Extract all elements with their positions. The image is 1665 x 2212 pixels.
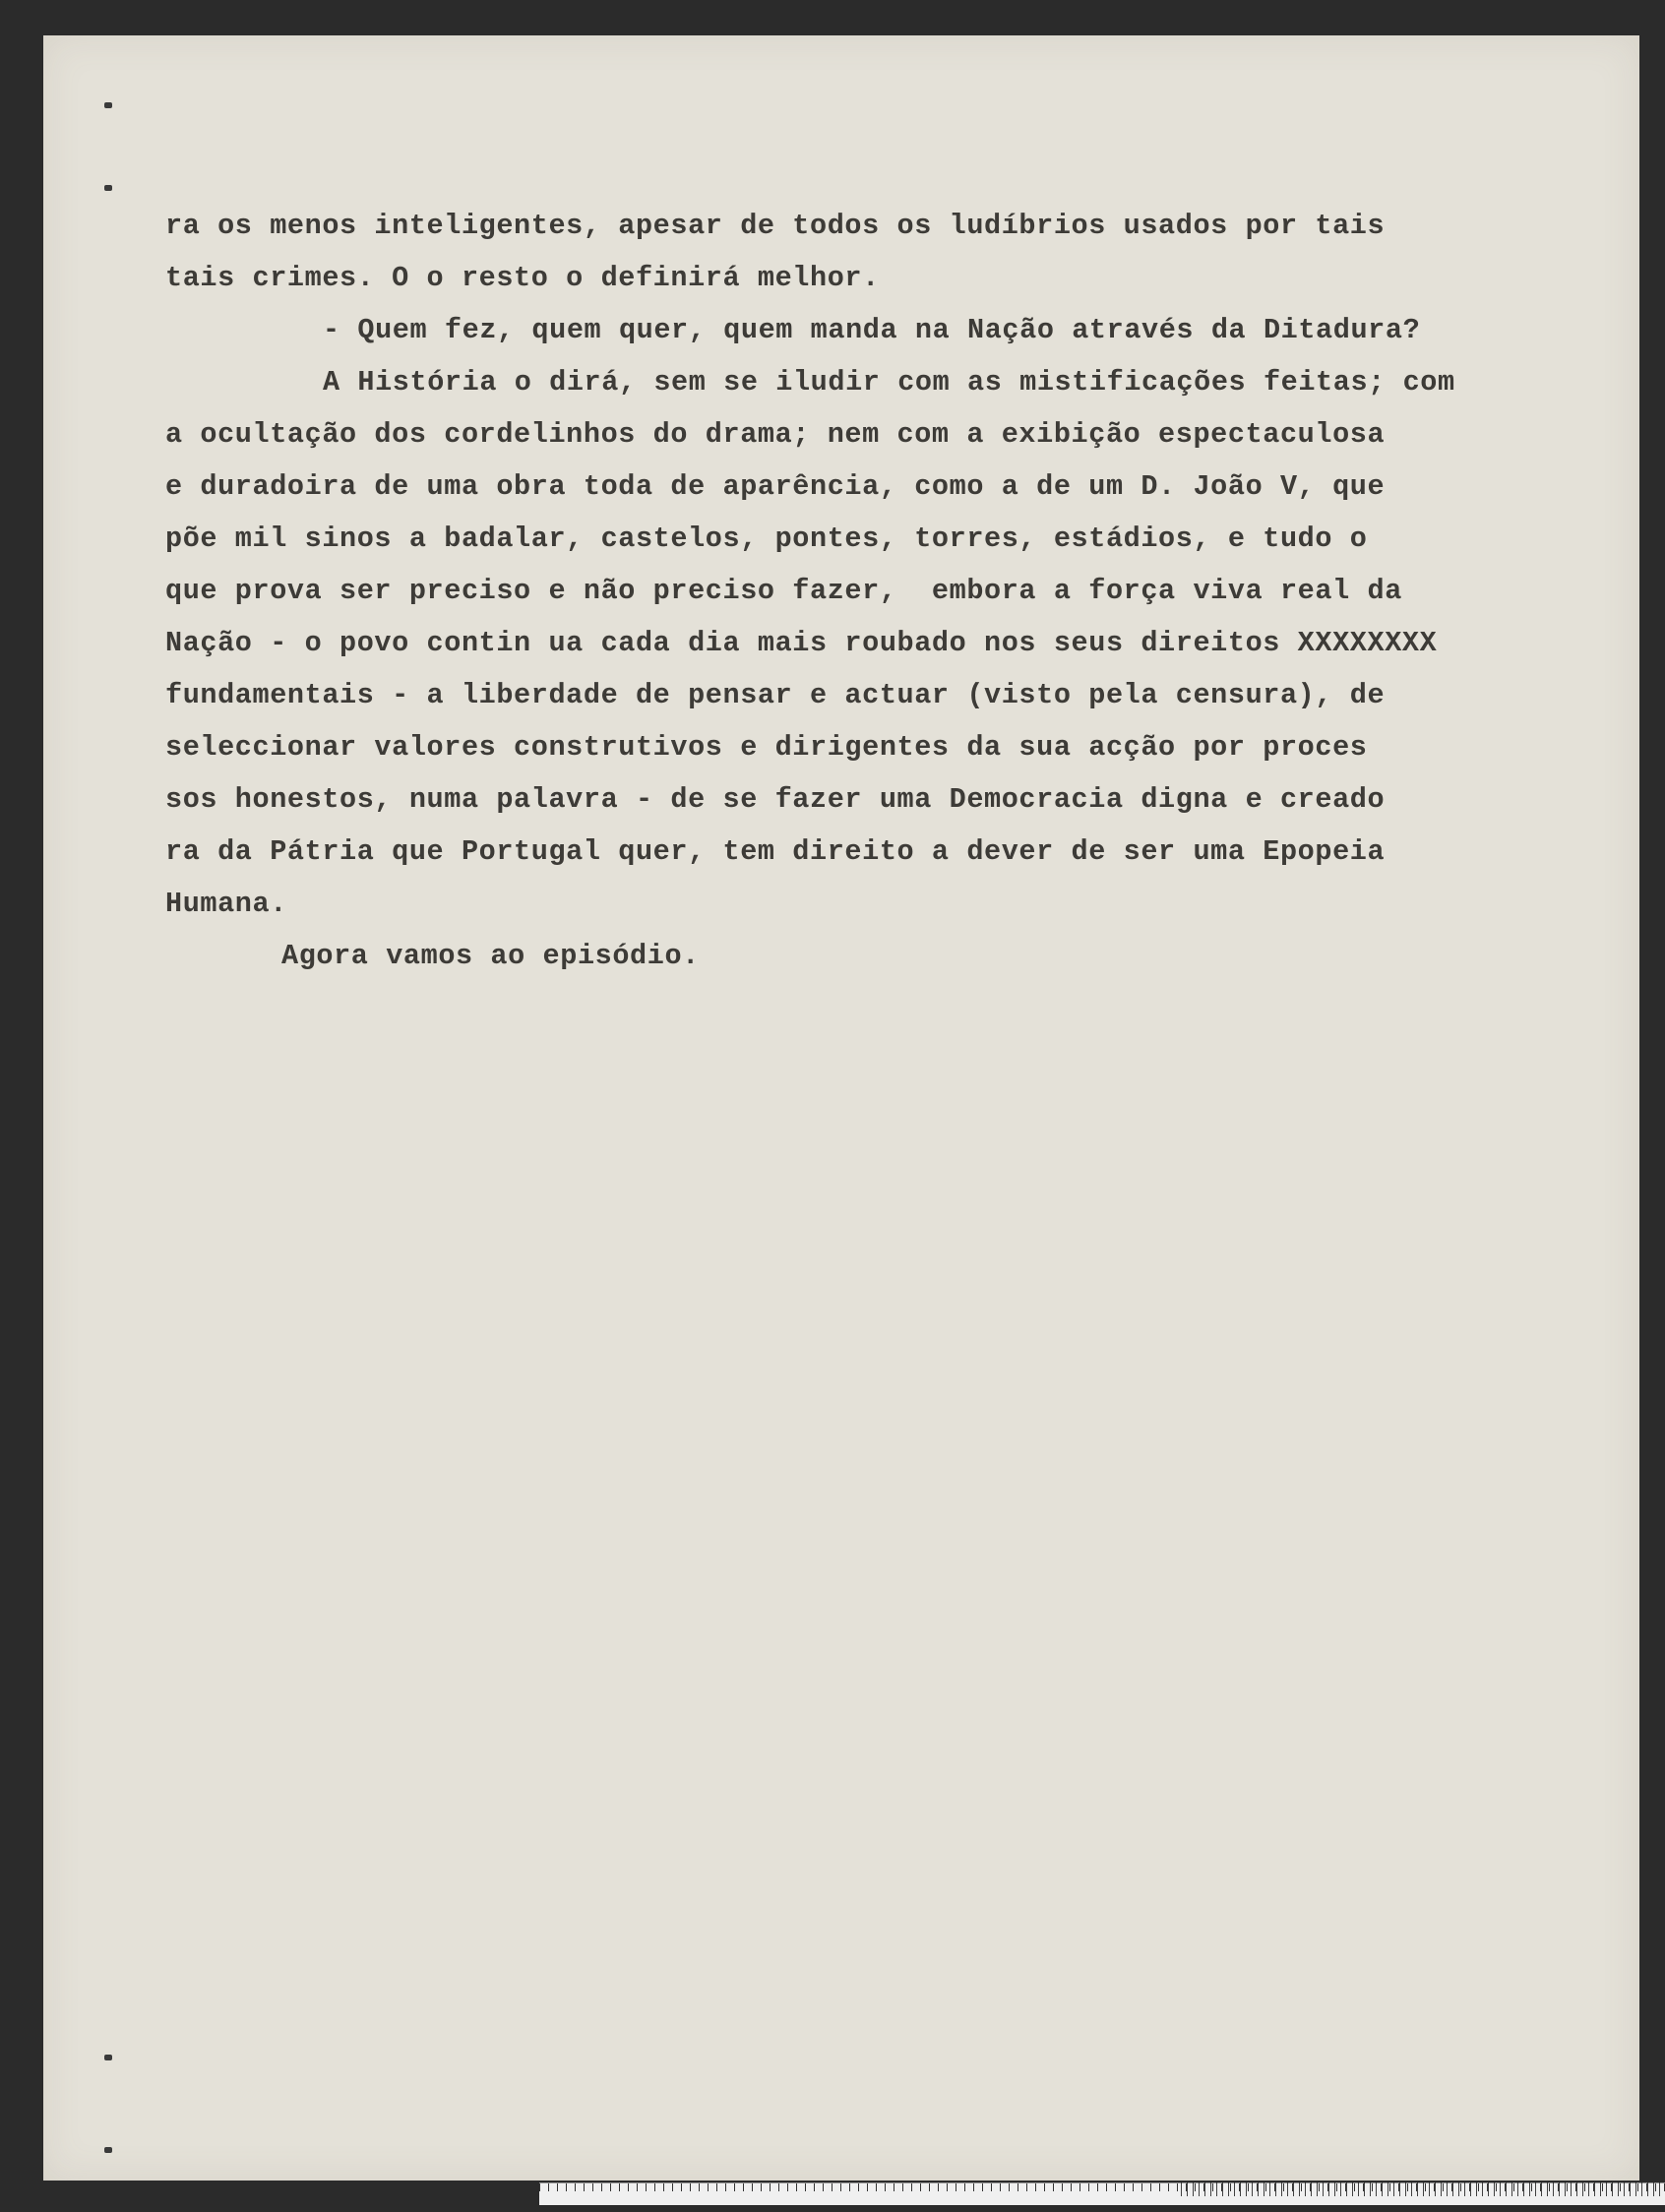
text-line: A História o dirá, sem se iludir com as mistificações feitas; com (323, 366, 1455, 399)
document-page (43, 35, 1639, 2181)
text-line: a ocultação dos cordelinhos do drama; nem com a exibição espectaculosa (165, 418, 1386, 451)
text-line: põe mil sinos a badalar, castelos, pontes, torres, estádios, e tudo o (165, 522, 1368, 555)
text-line: que prova ser preciso e não preciso fazer, embora a força viva real da (165, 575, 1402, 607)
text-line: Agora vamos ao episódio. (281, 940, 700, 972)
punch-mark (104, 102, 112, 108)
text-line: Nação - o povo contin ua cada dia mais roubado nos seus direitos XXXXXXXX (165, 627, 1438, 659)
text-line: - Quem fez, quem quer, quem manda na Nação através da Ditadura? (323, 314, 1421, 346)
text-line: tais crimes. O o resto o definirá melhor. (165, 262, 880, 294)
punch-mark (104, 2055, 112, 2060)
typed-text-block (165, 200, 1582, 982)
text-line: fundamentais - a liberdade de pensar e actuar (visto pela censura), de (165, 679, 1386, 711)
text-line: sos honestos, numa palavra - de se fazer uma Democracia digna e creado (165, 783, 1386, 816)
text-line: e duradoira de uma obra toda de aparência, como a de um D. João V, que (165, 470, 1386, 503)
scale-ruler-ticks (1181, 2182, 1665, 2204)
text-line: ra da Pátria que Portugal quer, tem direito a dever de ser uma Epopeia (165, 835, 1386, 868)
punch-mark (104, 185, 112, 191)
text-line: seleccionar valores construtivos e dirigentes da sua acção por proces (165, 731, 1368, 764)
text-line: ra os menos inteligentes, apesar de todos os ludíbrios usados por tais (165, 210, 1386, 242)
punch-mark (104, 2147, 112, 2153)
text-line: Humana. (165, 888, 287, 920)
